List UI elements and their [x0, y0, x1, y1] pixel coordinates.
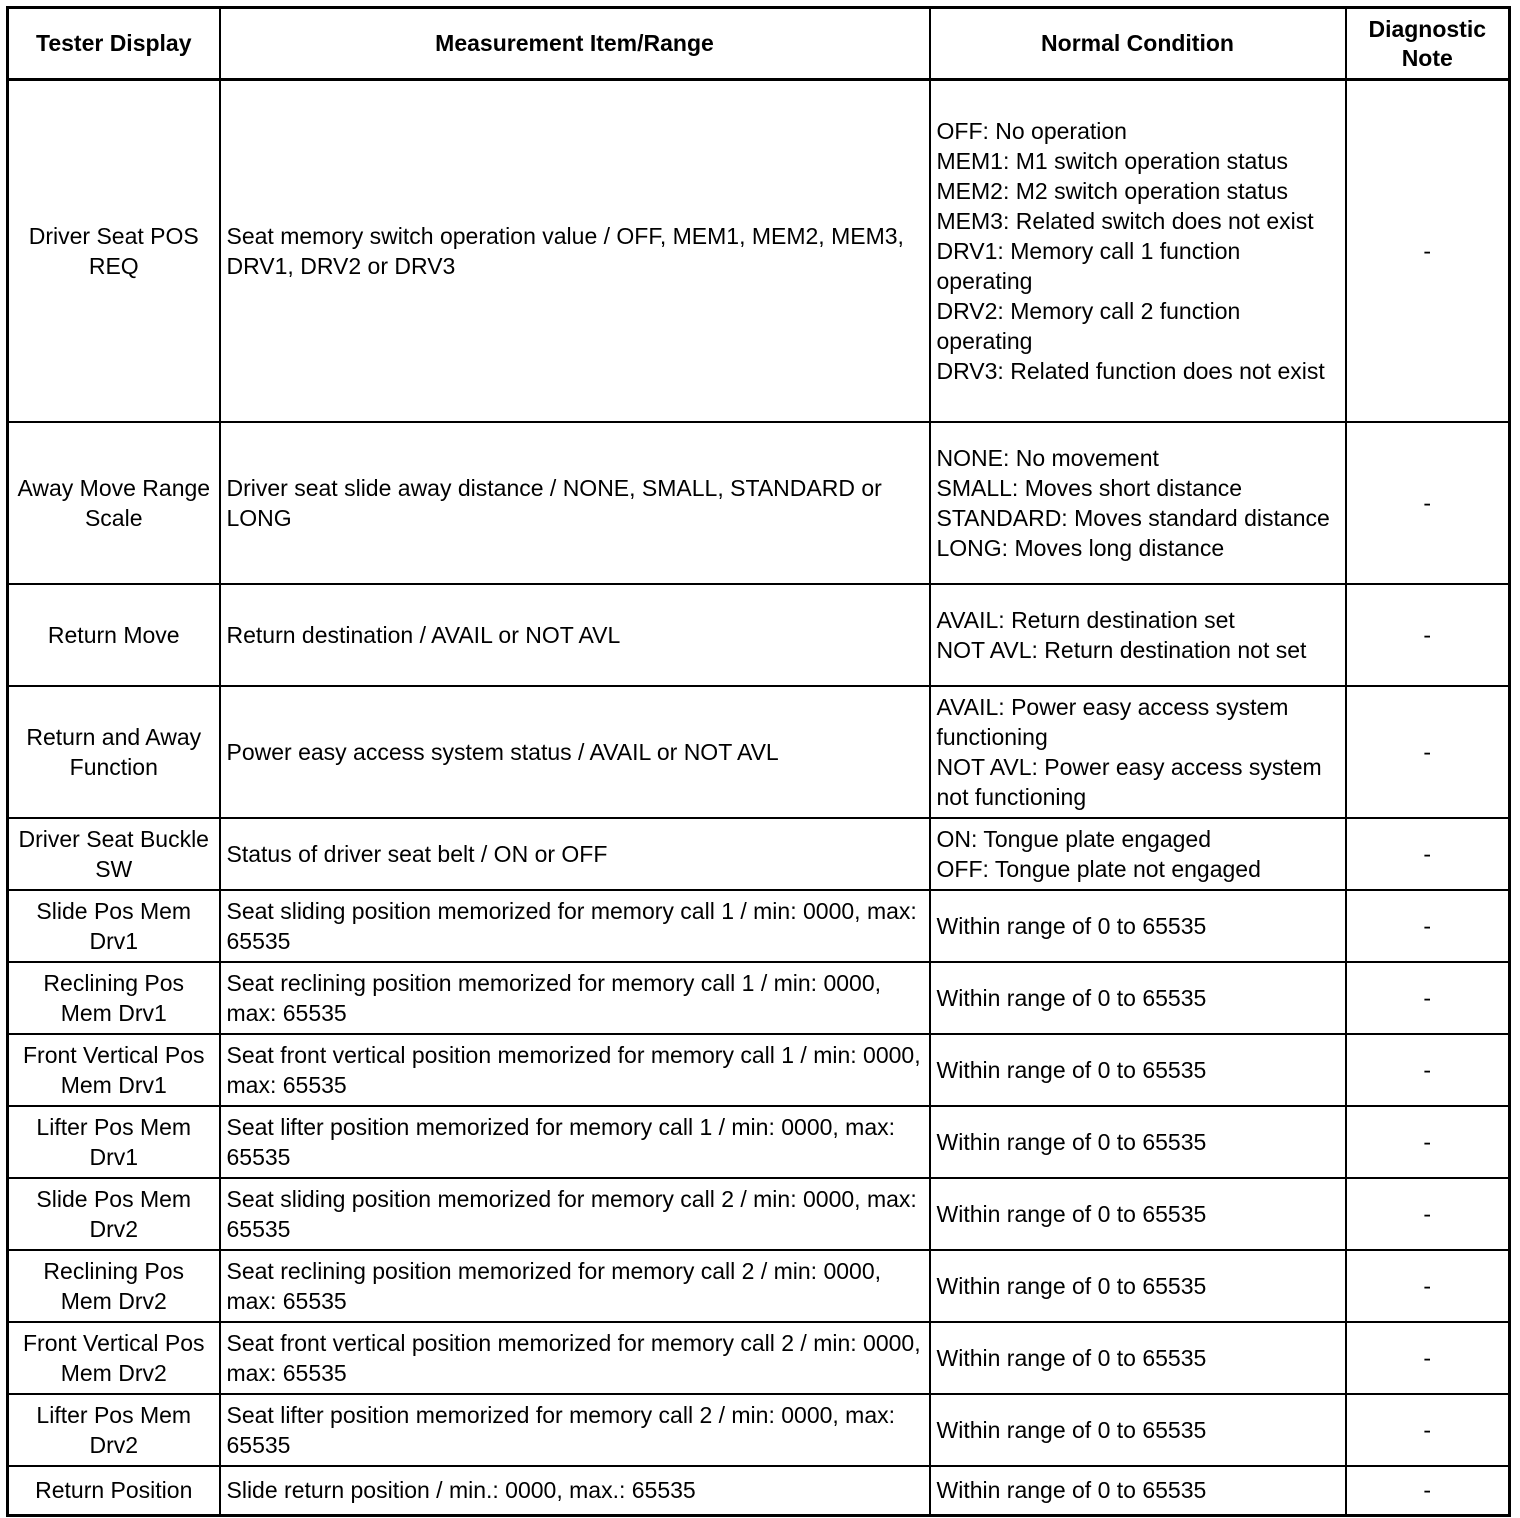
condition-line: OFF: Tongue plate not engaged: [936, 855, 1261, 882]
table-row: [8, 962, 1510, 1034]
measurement-cell: Seat reclining position memorized for memory call 1 / min: 0000, max: 65535: [220, 962, 930, 1034]
diagnostic-note-cell: -: [1346, 1322, 1510, 1394]
table-row: [8, 1106, 1510, 1178]
table-row: [8, 1178, 1510, 1250]
condition-line: STANDARD: Moves standard distance: [936, 504, 1330, 531]
condition-line: AVAIL: Return destination set: [936, 606, 1235, 633]
table-row: [8, 818, 1510, 890]
table-row: [8, 584, 1510, 686]
measurement-cell: Seat front vertical position memorized for memory call 2 / min: 0000, max: 65535: [220, 1322, 930, 1394]
diagnostic-note-cell: -: [1346, 1394, 1510, 1466]
condition-line: NOT AVL: Power easy access system not functioning: [936, 753, 1322, 810]
diagnostic-note-cell: -: [1346, 1034, 1510, 1106]
condition-line: Within range of 0 to 65535: [936, 912, 1207, 939]
table-row: [8, 422, 1510, 584]
condition-line: NONE: No movement: [936, 444, 1159, 471]
normal-condition-cell: [930, 584, 1346, 686]
data-list-table: [6, 6, 1511, 1517]
measurement-cell: Seat front vertical position memorized for memory call 1 / min: 0000, max: 65535: [220, 1034, 930, 1106]
condition-line: Within range of 0 to 65535: [936, 1344, 1207, 1371]
tester-display-cell: Driver Seat POS REQ: [8, 80, 220, 422]
table-row: [8, 1034, 1510, 1106]
measurement-cell: Slide return position / min.: 0000, max.: 65535: [220, 1466, 930, 1516]
tester-display-cell: Front Vertical Pos Mem Drv1: [8, 1034, 220, 1106]
tester-display-cell: Slide Pos Mem Drv2: [8, 1178, 220, 1250]
header-normal-condition: Normal Condition: [930, 8, 1346, 80]
measurement-cell: Seat lifter position memorized for memory call 1 / min: 0000, max: 65535: [220, 1106, 930, 1178]
diagnostic-note-cell: -: [1346, 422, 1510, 584]
table-row: [8, 1322, 1510, 1394]
normal-condition-cell: [930, 962, 1346, 1034]
tester-display-cell: Return Position: [8, 1466, 220, 1516]
table-body: [8, 80, 1510, 1516]
normal-condition-cell: [930, 1034, 1346, 1106]
table-header: [8, 8, 1510, 80]
table-row: [8, 890, 1510, 962]
condition-line: NOT AVL: Return destination not set: [936, 636, 1307, 663]
data-list-page: [6, 6, 1511, 1517]
condition-line: SMALL: Moves short distance: [936, 474, 1243, 501]
condition-line: DRV3: Related function does not exist: [936, 357, 1325, 384]
condition-line: Within range of 0 to 65535: [936, 1477, 1207, 1504]
condition-line: OFF: No operation: [936, 117, 1127, 144]
normal-condition-cell: [930, 686, 1346, 818]
measurement-cell: Return destination / AVAIL or NOT AVL: [220, 584, 930, 686]
condition-line: DRV1: Memory call 1 function operating: [936, 237, 1241, 294]
table-row: [8, 686, 1510, 818]
normal-condition-cell: [930, 1394, 1346, 1466]
tester-display-cell: Reclining Pos Mem Drv1: [8, 962, 220, 1034]
condition-line: LONG: Moves long distance: [936, 534, 1225, 561]
diagnostic-note-cell: -: [1346, 1466, 1510, 1516]
tester-display-cell: Slide Pos Mem Drv1: [8, 890, 220, 962]
tester-display-cell: Return Move: [8, 584, 220, 686]
diagnostic-note-cell: -: [1346, 1250, 1510, 1322]
condition-line: MEM3: Related switch does not exist: [936, 207, 1314, 234]
measurement-cell: Status of driver seat belt / ON or OFF: [220, 818, 930, 890]
diagnostic-note-cell: -: [1346, 584, 1510, 686]
tester-display-cell: Away Move Range Scale: [8, 422, 220, 584]
normal-condition-cell: [930, 1250, 1346, 1322]
measurement-cell: Power easy access system status / AVAIL or NOT AVL: [220, 686, 930, 818]
condition-line: DRV2: Memory call 2 function operating: [936, 297, 1241, 354]
normal-condition-cell: [930, 80, 1346, 422]
measurement-cell: Seat memory switch operation value / OFF, MEM1, MEM2, MEM3, DRV1, DRV2 or DRV3: [220, 80, 930, 422]
condition-line: ON: Tongue plate engaged: [936, 825, 1212, 852]
normal-condition-cell: [930, 890, 1346, 962]
measurement-cell: Seat reclining position memorized for memory call 2 / min: 0000, max: 65535: [220, 1250, 930, 1322]
header-row: [8, 8, 1510, 80]
header-diagnostic-note: Diagnostic Note: [1346, 8, 1510, 80]
table-row: [8, 1250, 1510, 1322]
normal-condition-cell: [930, 422, 1346, 584]
condition-line: MEM2: M2 switch operation status: [936, 177, 1289, 204]
diagnostic-note-cell: -: [1346, 818, 1510, 890]
tester-display-cell: Reclining Pos Mem Drv2: [8, 1250, 220, 1322]
measurement-cell: Seat sliding position memorized for memory call 2 / min: 0000, max: 65535: [220, 1178, 930, 1250]
normal-condition-cell: [930, 1178, 1346, 1250]
normal-condition-cell: [930, 1322, 1346, 1394]
condition-line: Within range of 0 to 65535: [936, 1128, 1207, 1155]
condition-line: AVAIL: Power easy access system functioning: [936, 693, 1289, 750]
condition-line: MEM1: M1 switch operation status: [936, 147, 1289, 174]
diagnostic-note-cell: -: [1346, 80, 1510, 422]
tester-display-cell: Lifter Pos Mem Drv1: [8, 1106, 220, 1178]
tester-display-cell: Front Vertical Pos Mem Drv2: [8, 1322, 220, 1394]
tester-display-cell: Return and Away Function: [8, 686, 220, 818]
measurement-cell: Seat sliding position memorized for memory call 1 / min: 0000, max: 65535: [220, 890, 930, 962]
header-tester-display: Tester Display: [8, 8, 220, 80]
condition-line: Within range of 0 to 65535: [936, 984, 1207, 1011]
table-row: [8, 1394, 1510, 1466]
condition-line: Within range of 0 to 65535: [936, 1416, 1207, 1443]
diagnostic-note-cell: -: [1346, 1178, 1510, 1250]
tester-display-cell: Driver Seat Buckle SW: [8, 818, 220, 890]
measurement-cell: Seat lifter position memorized for memory call 2 / min: 0000, max: 65535: [220, 1394, 930, 1466]
normal-condition-cell: [930, 1466, 1346, 1516]
table-row: [8, 1466, 1510, 1516]
measurement-cell: Driver seat slide away distance / NONE, SMALL, STANDARD or LONG: [220, 422, 930, 584]
diagnostic-note-cell: -: [1346, 890, 1510, 962]
condition-line: Within range of 0 to 65535: [936, 1200, 1207, 1227]
condition-line: Within range of 0 to 65535: [936, 1272, 1207, 1299]
table-row: [8, 80, 1510, 422]
normal-condition-cell: [930, 1106, 1346, 1178]
diagnostic-note-cell: -: [1346, 1106, 1510, 1178]
diagnostic-note-cell: -: [1346, 962, 1510, 1034]
diagnostic-note-cell: -: [1346, 686, 1510, 818]
header-measurement-item: Measurement Item/Range: [220, 8, 930, 80]
normal-condition-cell: [930, 818, 1346, 890]
condition-line: Within range of 0 to 65535: [936, 1056, 1207, 1083]
tester-display-cell: Lifter Pos Mem Drv2: [8, 1394, 220, 1466]
